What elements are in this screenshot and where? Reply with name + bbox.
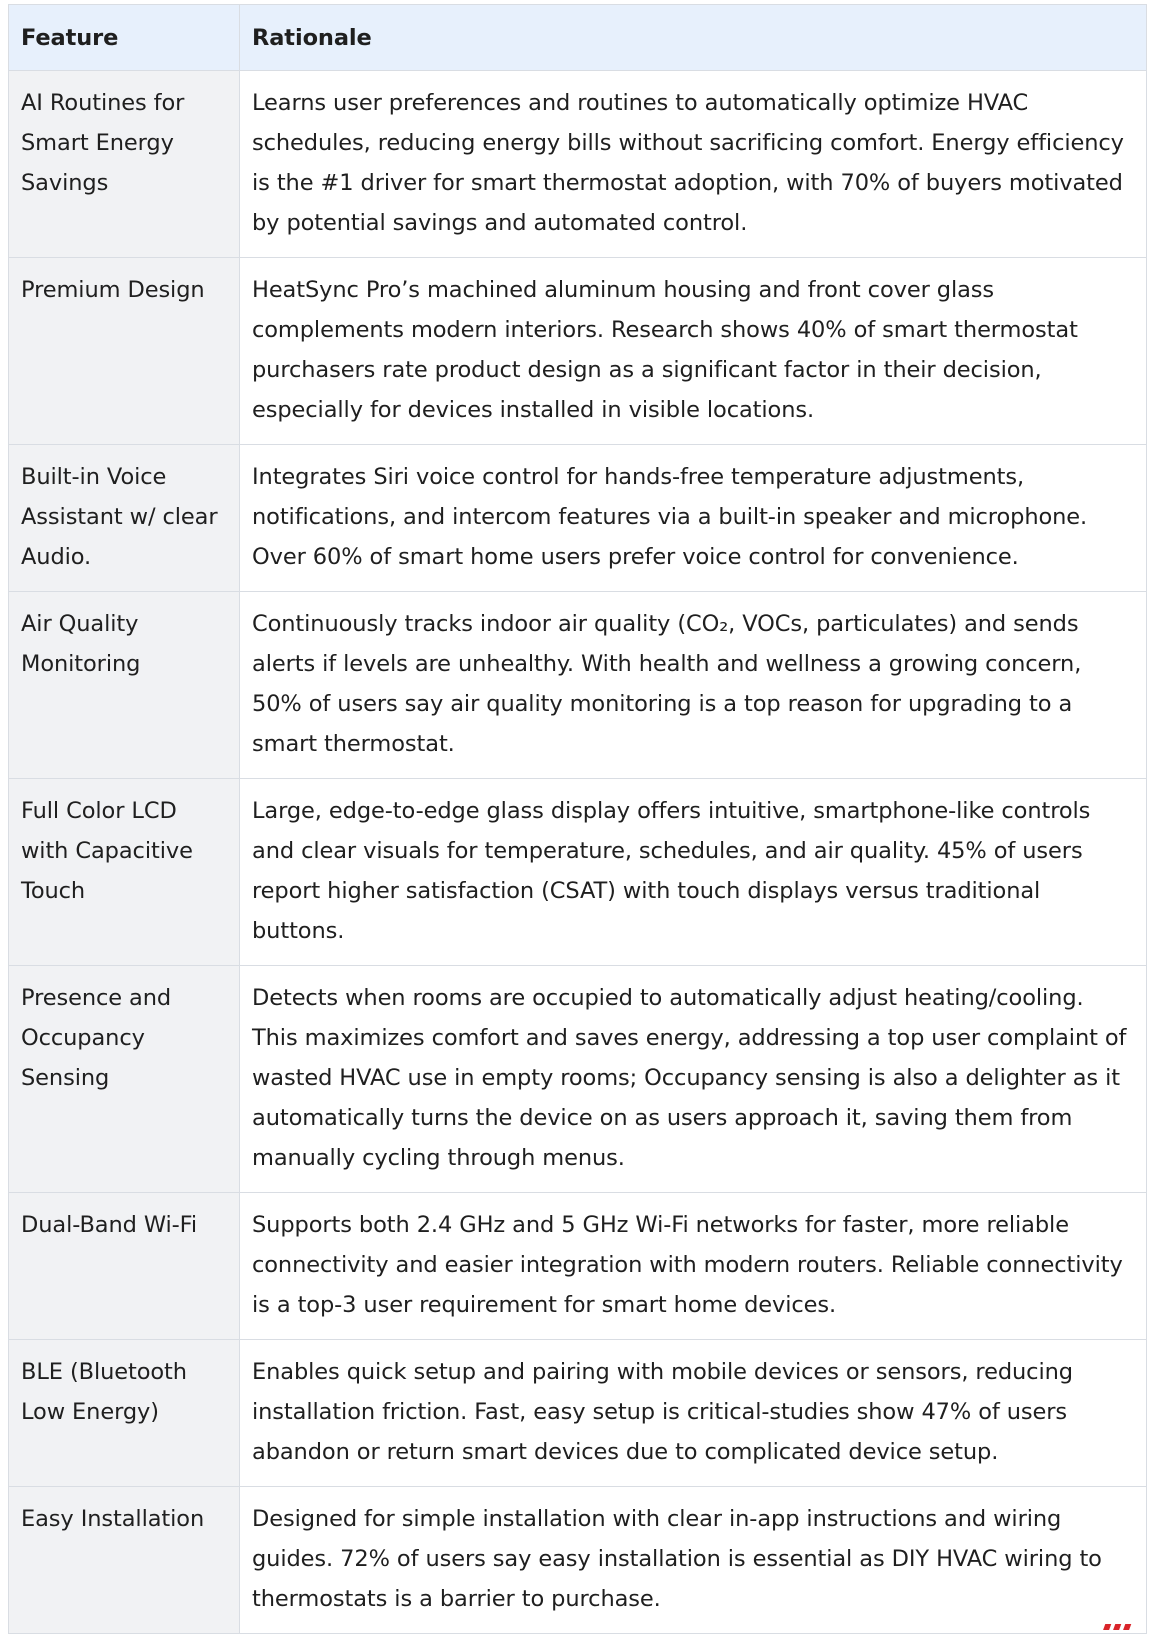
feature-cell: AI Routines for Smart Energy Savings <box>9 71 240 258</box>
table-row <box>9 966 1147 1193</box>
rationale-cell: Designed for simple installation with clear in-app instructions and wiring guides. 72% of users say easy installation is essential as DIY HVAC wiring to thermostats is a barrier to purchase. <box>240 1487 1147 1634</box>
table-row <box>9 1193 1147 1340</box>
feature-cell: Built-in Voice Assistant w/ clear Audio. <box>9 445 240 592</box>
feature-cell: Full Color LCD with Capacitive Touch <box>9 779 240 966</box>
cropped-logo-icon <box>1102 1622 1140 1630</box>
table-header-row <box>9 5 1147 71</box>
column-header-feature: Feature <box>9 5 240 71</box>
feature-cell: Presence and Occupancy Sensing <box>9 966 240 1193</box>
feature-cell: Premium Design <box>9 258 240 445</box>
table-row <box>9 1487 1147 1634</box>
feature-rationale-table-container <box>8 4 1146 1634</box>
table-row <box>9 445 1147 592</box>
table-row <box>9 592 1147 779</box>
rationale-cell: Integrates Siri voice control for hands-free temperature adjustments, notifications, and intercom features via a built-in speaker and microphone. Over 60% of smart home users prefer voice control for convenience. <box>240 445 1147 592</box>
feature-cell: Air Quality Monitoring <box>9 592 240 779</box>
table-row <box>9 71 1147 258</box>
cropped-logo-shape <box>1102 1622 1140 1630</box>
rationale-cell: Continuously tracks indoor air quality (CO₂, VOCs, particulates) and sends alerts if levels are unhealthy. With health and wellness a growing concern, 50% of users say air quality monitoring is a top reason for upgrading to a smart thermostat. <box>240 592 1147 779</box>
table-row <box>9 1340 1147 1487</box>
rationale-cell: Large, edge-to-edge glass display offers intuitive, smartphone-like controls and clear visuals for temperature, schedules, and air quality. 45% of users report higher satisfaction (CSAT) with touch displays versus traditional buttons. <box>240 779 1147 966</box>
table-row <box>9 779 1147 966</box>
table-row <box>9 258 1147 445</box>
rationale-cell: Supports both 2.4 GHz and 5 GHz Wi-Fi networks for faster, more reliable connectivity and easier integration with modern routers. Reliable connectivity is a top-3 user requirement for smart home devices. <box>240 1193 1147 1340</box>
rationale-cell: Detects when rooms are occupied to automatically adjust heating/cooling. This maximizes comfort and saves energy, addressing a top user complaint of wasted HVAC use in empty rooms; Occupancy sensing is also a delighter as it automatically turns the device on as users approach it, saving them from manually cycling through menus. <box>240 966 1147 1193</box>
feature-cell: Dual-Band Wi-Fi <box>9 1193 240 1340</box>
rationale-cell: HeatSync Pro’s machined aluminum housing and front cover glass complements modern interiors. Research shows 40% of smart thermostat purchasers rate product design as a significant factor in their decision, especially for devices installed in visible locations. <box>240 258 1147 445</box>
feature-cell: Easy Installation <box>9 1487 240 1634</box>
feature-rationale-table <box>8 4 1147 1634</box>
column-header-rationale: Rationale <box>240 5 1147 71</box>
feature-cell: BLE (Bluetooth Low Energy) <box>9 1340 240 1487</box>
rationale-cell: Learns user preferences and routines to automatically optimize HVAC schedules, reducing energy bills without sacrificing comfort. Energy efficiency is the #1 driver for smart thermostat adoption, with 70% of buyers motivated by potential savings and automated control. <box>240 71 1147 258</box>
rationale-cell: Enables quick setup and pairing with mobile devices or sensors, reducing installation friction. Fast, easy setup is critical-studies show 47% of users abandon or return smart devices due to complicated device setup. <box>240 1340 1147 1487</box>
logo-stripes <box>1103 1624 1131 1630</box>
